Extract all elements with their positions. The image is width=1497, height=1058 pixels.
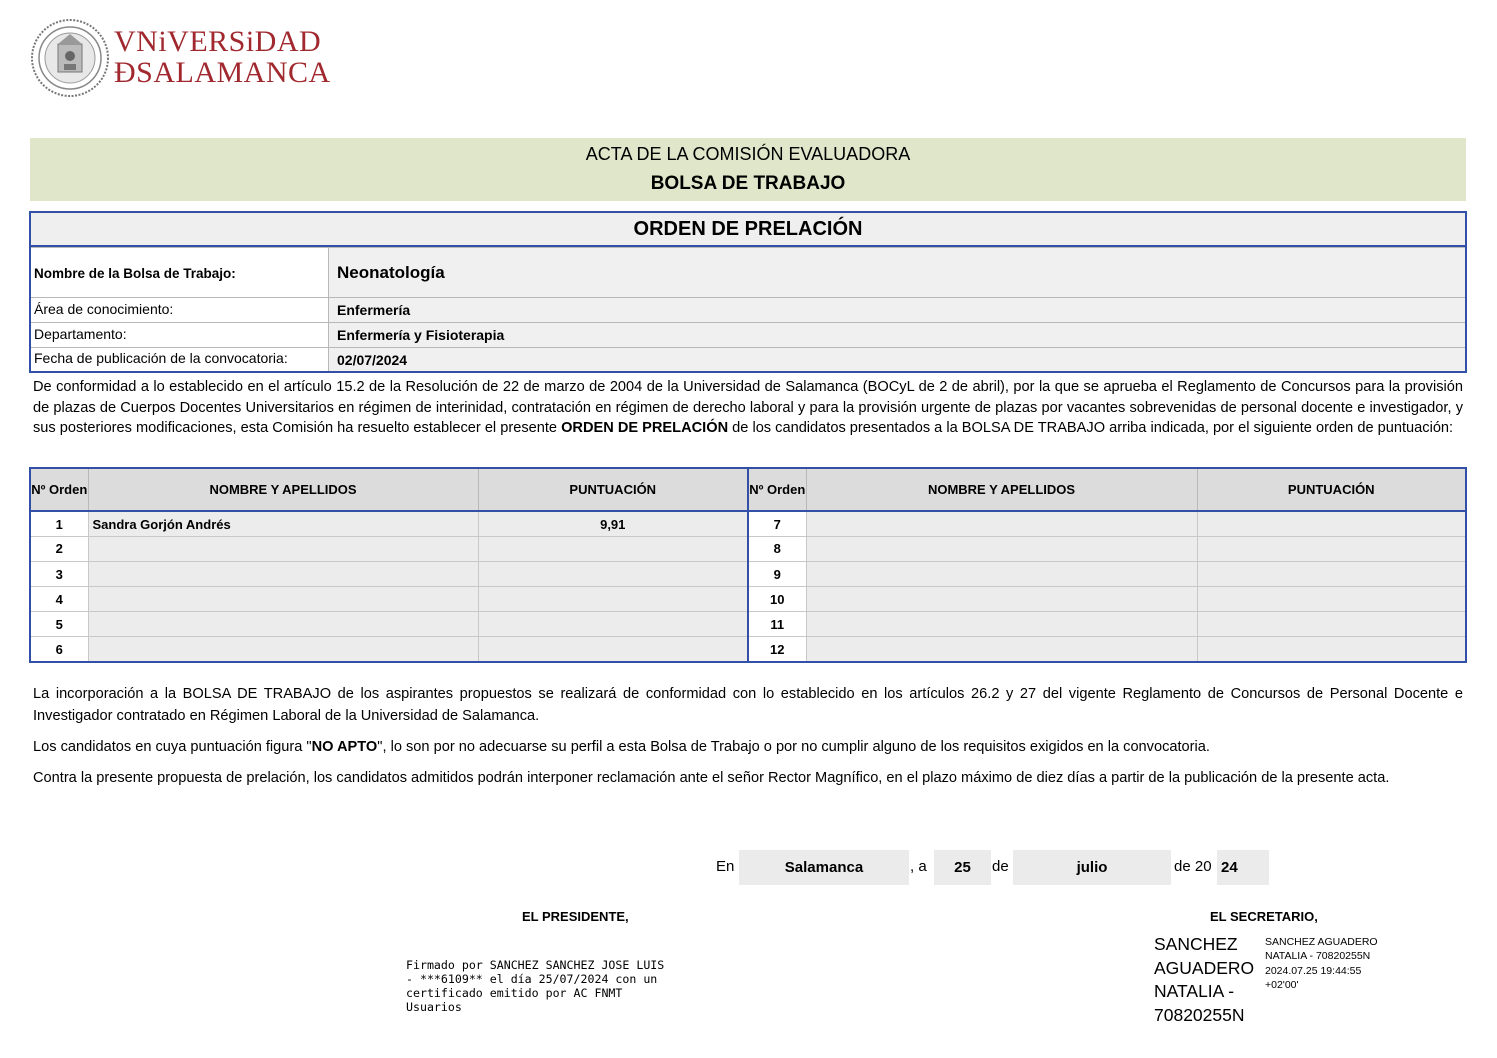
name-cell xyxy=(806,511,1197,536)
university-seal-icon xyxy=(30,16,110,100)
col-header-score: PUNTUACIÓN xyxy=(478,468,748,511)
table-row xyxy=(30,612,1466,637)
table-row xyxy=(30,561,1466,586)
info-label: Fecha de publicación de la convocatoria: xyxy=(34,350,288,366)
info-label: Área de conocimiento: xyxy=(34,301,174,317)
info-row-area xyxy=(31,297,1465,322)
order-cell: 2 xyxy=(30,536,88,561)
order-cell: 5 xyxy=(30,612,88,637)
de-20-label: de 20 xyxy=(1174,858,1212,875)
secretary-signature-name: SANCHEZ AGUADERO NATALIA - 70820255N xyxy=(1154,934,1255,1025)
order-cell: 10 xyxy=(748,587,806,612)
name-cell: Sandra Gorjón Andrés xyxy=(88,511,478,536)
order-cell: 1 xyxy=(30,511,88,536)
order-cell: 7 xyxy=(748,511,806,536)
president-digital-signature: Firmado por SANCHEZ SANCHEZ JOSE LUIS - ***6109** el día 25/07/2024 con un certificado emitido por AC FNMT Usuarios xyxy=(406,958,665,1014)
year-field: 24 xyxy=(1217,850,1269,885)
info-label: Nombre de la Bolsa de Trabajo: xyxy=(34,266,236,281)
score-cell xyxy=(1197,612,1466,637)
info-row-departamento xyxy=(31,322,1465,347)
name-cell xyxy=(88,561,478,586)
order-cell: 11 xyxy=(748,612,806,637)
intro-bold: ORDEN DE PRELACIÓN xyxy=(561,420,729,436)
no-apto-bold: NO APTO xyxy=(311,739,378,755)
de-label: de xyxy=(992,858,1009,875)
table-row xyxy=(30,511,1466,536)
secretary-signature-detail: SANCHEZ AGUADERO NATALIA - 70820255N 2024.07.25 19:44:55 +02'00' xyxy=(1265,936,1378,992)
info-label: Departamento: xyxy=(34,326,127,342)
header-band xyxy=(30,138,1466,201)
score-cell xyxy=(478,637,748,662)
month-field: julio xyxy=(1013,850,1171,885)
name-cell xyxy=(806,536,1197,561)
document-subtitle: BOLSA DE TRABAJO xyxy=(650,173,846,194)
intro-paragraph xyxy=(33,377,1463,439)
order-cell: 6 xyxy=(30,637,88,662)
day-field: 25 xyxy=(934,850,991,885)
table-row xyxy=(30,637,1466,662)
score-cell xyxy=(478,587,748,612)
score-cell xyxy=(1197,561,1466,586)
score-cell: 9,91 xyxy=(478,511,748,536)
city-field: Salamanca xyxy=(739,850,909,885)
no-apto-text: Los candidatos en cuya puntuación figura " xyxy=(33,739,312,755)
name-cell xyxy=(806,612,1197,637)
name-cell xyxy=(88,612,478,637)
document-title: ACTA DE LA COMISIÓN EVALUADORA xyxy=(585,144,911,164)
table-row xyxy=(30,536,1466,561)
section-title: ORDEN DE PRELACIÓN xyxy=(31,213,1465,247)
score-cell xyxy=(1197,511,1466,536)
col-header-order: Nº Orden xyxy=(748,468,806,511)
score-cell xyxy=(478,612,748,637)
col-header-name: NOMBRE Y APELLIDOS xyxy=(88,468,478,511)
logo-line-2: ÐSALAMANCA xyxy=(114,56,331,89)
order-cell: 9 xyxy=(748,561,806,586)
name-cell xyxy=(88,637,478,662)
order-cell: 12 xyxy=(748,637,806,662)
table-header-row xyxy=(30,468,1466,511)
university-logo xyxy=(30,16,330,100)
secretary-title: EL SECRETARIO, xyxy=(1210,909,1318,924)
order-cell: 8 xyxy=(748,536,806,561)
score-cell xyxy=(478,536,748,561)
intro-text: De conformidad a lo establecido en el artículo 15.2 de la Resolución de 22 de marzo de 2004 de la Universidad de Salamanca (BOCyL de 2 de abril), por la que se aprueba el Reglamento de Concursos para la provisión de plazas de Cuerpos Docentes Universitarios en régimen de interinidad, contratación en régimen de derecho laboral y para la provisión urgente de plazas por vacantes sobrevenidas de personal docente e investigador, y sus posteriores modificaciones, esta Comisión ha resuelto establecer el presente xyxy=(33,379,1463,436)
score-cell xyxy=(478,561,748,586)
no-apto-text-end: ", lo son por no adecuarse su perfil a esta Bolsa de Trabajo o por no cumplir alguno de los requisitos exigidos en la convocatoria. xyxy=(377,739,1210,755)
logo-line-1: VNiVERSiDAD xyxy=(114,25,322,58)
score-cell xyxy=(1197,536,1466,561)
info-row-fecha xyxy=(31,347,1465,371)
info-value-bolsa: Neonatología xyxy=(328,248,1465,297)
name-cell xyxy=(806,561,1197,586)
info-row-bolsa xyxy=(31,247,1465,297)
place-en-label: En xyxy=(716,858,735,875)
score-cell xyxy=(1197,587,1466,612)
info-value-area: Enfermería xyxy=(328,298,1465,322)
no-apto-paragraph xyxy=(33,737,1463,758)
col-header-order: Nº Orden xyxy=(30,468,88,511)
comma-a-label: , a xyxy=(910,858,927,875)
claims-paragraph: Contra la presente propuesta de prelación, los candidatos admitidos podrán interponer reclamación ante el señor Rector Magnífico, en el plazo máximo de diez días a partir de la publicación de la presente acta. xyxy=(33,770,1390,786)
score-cell xyxy=(1197,637,1466,662)
col-header-name: NOMBRE Y APELLIDOS xyxy=(806,468,1197,511)
name-cell xyxy=(806,587,1197,612)
info-value-departamento: Enfermería y Fisioterapia xyxy=(328,323,1465,347)
order-cell: 3 xyxy=(30,561,88,586)
info-value-fecha: 02/07/2024 xyxy=(328,348,1465,371)
order-cell: 4 xyxy=(30,587,88,612)
president-title: EL PRESIDENTE, xyxy=(522,909,629,924)
ranking-table xyxy=(29,467,1467,663)
name-cell xyxy=(88,536,478,561)
intro-text-end: de los candidatos presentados a la BOLSA DE TRABAJO arriba indicada, por el siguiente orden de puntuación: xyxy=(728,420,1454,436)
name-cell xyxy=(88,587,478,612)
info-box xyxy=(29,211,1467,373)
regulation-paragraph: La incorporación a la BOLSA DE TRABAJO de los aspirantes propuestos se realizará de conformidad con lo establecido en los artículos 26.2 y 27 del vigente Reglamento de Concursos de Personal Docente e Investigador contratado en Régimen Laboral de la Universidad de Salamanca. xyxy=(33,686,1463,724)
col-header-score: PUNTUACIÓN xyxy=(1197,468,1466,511)
table-row xyxy=(30,587,1466,612)
name-cell xyxy=(806,637,1197,662)
